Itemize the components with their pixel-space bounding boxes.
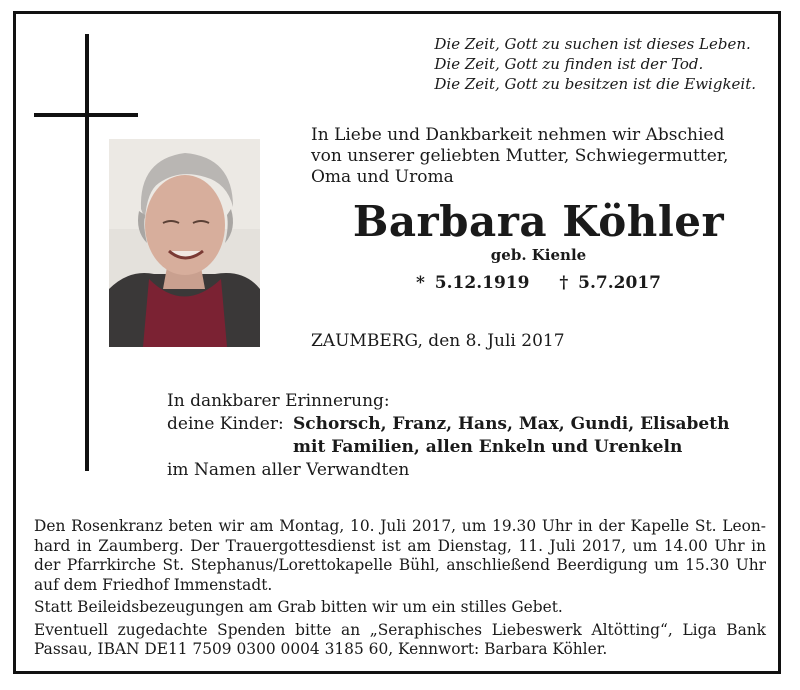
portrait-image	[109, 139, 260, 347]
intro-text	[311, 125, 766, 188]
notice-line: der Pfarrkirche St. Stephanus/Lorettokapelle Bühl, anschließend Beerdigung um 15.30 Uhr	[34, 556, 766, 574]
families-line: mit Familien, allen Enkeln und Urenkeln	[293, 437, 683, 457]
portrait-photo	[109, 139, 260, 347]
deceased-name: Barbara Köhler	[352, 197, 725, 246]
place-and-date: ZAUMBERG, den 8. Juli 2017	[311, 331, 565, 351]
notice-line: hard in Zaumberg. Der Trauergottesdienst ist am Dienstag, 11. Juli 2017, um 14.00 Uhr in	[34, 536, 766, 555]
notice-line: auf dem Friedhof Immenstadt.	[34, 575, 273, 594]
intro-line: von unserer geliebten Mutter, Schwiegermutter,	[311, 146, 729, 166]
funeral-details	[34, 517, 766, 595]
intro-line: In Liebe und Dankbarkeit nehmen wir Abschied	[311, 125, 725, 145]
donation-info	[34, 621, 766, 660]
children-label: deine Kinder:	[167, 414, 284, 434]
intro-line: Oma und Uroma	[311, 167, 454, 187]
notice-line: Statt Beileidsbezeugungen am Grab bitten wir um ein stilles Gebet.	[34, 598, 563, 616]
memory-heading: In dankbarer Erinnerung:	[167, 391, 390, 411]
notice-line: Eventuell zugedachte Spenden bitte an „Seraphisches Liebeswerk Altötting“, Liga Bank	[34, 620, 766, 639]
death-date: † 5.7.2017	[559, 273, 661, 293]
poem-line: Die Zeit, Gott zu suchen ist dieses Leben.	[434, 35, 751, 53]
notice-line: Passau, IBAN DE11 7509 0300 0004 3185 60, Kennwort: Barbara Köhler.	[34, 640, 608, 658]
life-dates	[311, 272, 766, 294]
memory-section	[167, 390, 729, 482]
poem	[434, 34, 756, 94]
children-line	[167, 413, 729, 436]
relatives-line: im Namen aller Verwandten	[167, 460, 410, 480]
cross-vertical-bar	[85, 34, 89, 471]
poem-line: Die Zeit, Gott zu besitzen ist die Ewigkeit.	[434, 75, 756, 93]
condolence-request	[34, 598, 766, 618]
poem-line: Die Zeit, Gott zu finden ist der Tod.	[434, 55, 704, 73]
notice-line: Den Rosenkranz beten wir am Montag, 10. Juli 2017, um 19.30 Uhr in der Kapelle St. Leon-	[34, 517, 766, 535]
funeral-notice	[34, 517, 766, 663]
birth-name: geb. Kienle	[490, 246, 587, 264]
cross-horizontal-bar	[34, 113, 138, 117]
birth-date: * 5.12.1919	[416, 273, 530, 293]
children-names: Schorsch, Franz, Hans, Max, Gundi, Elisabeth	[293, 414, 730, 434]
